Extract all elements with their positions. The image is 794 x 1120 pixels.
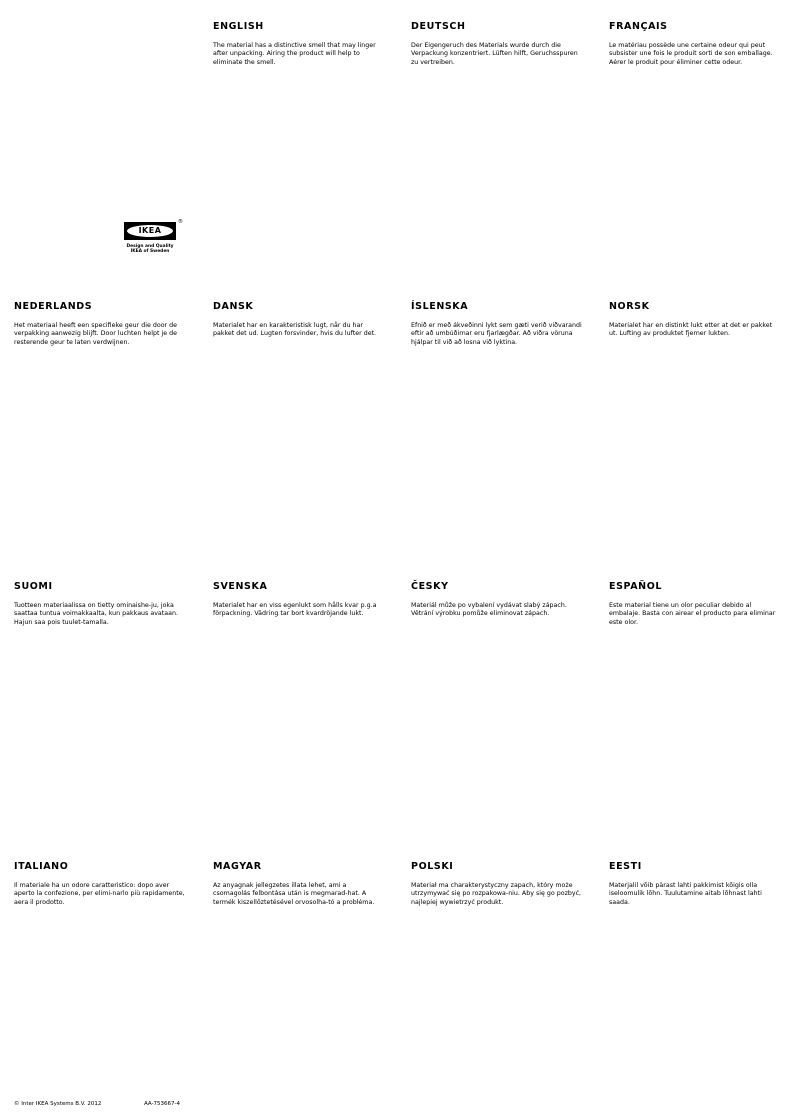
section-heading: EESTI: [609, 861, 642, 872]
section-english: [213, 21, 385, 67]
section-heading: FRANÇAIS: [609, 21, 668, 32]
section-magyar: [213, 861, 385, 907]
section-espanol: [609, 581, 781, 627]
section-heading: ENGLISH: [213, 21, 264, 32]
logo-caption: Design and Quality IKEA of Sweden: [126, 244, 174, 255]
section-text: Este material tiene un olor peculiar debido al embalaje. Basta con airear el producto para eliminar este olor.: [609, 602, 776, 626]
registered-icon: ®: [178, 219, 183, 225]
section-text: Il materiale ha un odore caratteristico: dopo aver aperto la confezione, per elimi-narlo più rapidamente, aera il prodotto.: [14, 882, 185, 906]
section-suomi: [14, 581, 186, 627]
section-text: The material has a distinctive smell that may linger after unpacking. Airing the product will help to eliminate the smell.: [213, 42, 376, 66]
section-italiano: [14, 861, 186, 907]
section-francais: [609, 21, 781, 67]
section-norsk: [609, 301, 781, 339]
section-text: Tuotteen materiaalissa on tietty ominaishe-ju, joka saattaa tuntua voimakkaalta, kun pakkaus avataan. Hajun saa pois tuulet-tamalla.: [14, 602, 178, 626]
section-heading: POLSKI: [411, 861, 454, 872]
section-heading: DEUTSCH: [411, 21, 466, 32]
section-text: Az anyagnak jellegzetes illata lehet, ami a csomagolás felbontása után is megmarad-hat. A termék kiszellőztetésével orvosolha-tó a probléma.: [213, 882, 375, 906]
section-text: Der Eigengeruch des Materials wurde durch die Verpackung konzentriert. Lüften hilft, Geruchsspuren zu vertreiben.: [411, 42, 578, 66]
section-heading: MAGYAR: [213, 861, 262, 872]
section-polski: [411, 861, 583, 907]
section-eesti: [609, 861, 781, 907]
section-text: Materjalil võib pärast lahti pakkimist kõigis olla iseloomulik lõhn. Tuulutamine aitab lõhnast lahti saada.: [609, 882, 762, 906]
section-svenska: [213, 581, 385, 619]
logo-mark: [124, 219, 183, 240]
section-heading: ESPAÑOL: [609, 581, 663, 592]
section-heading: ÍSLENSKA: [411, 301, 469, 312]
section-text: Materialet har en distinkt lukt etter at det er pakket ut. Lufting av produktet fjerner lukten.: [609, 322, 773, 338]
section-dansk: [213, 301, 385, 339]
section-heading: ITALIANO: [14, 861, 69, 872]
section-heading: NORSK: [609, 301, 650, 312]
section-islenska: [411, 301, 583, 347]
section-text: Le matériau possède une certaine odeur qui peut subsister une fois le produit sorti de son emballage. Aérer le produit pour éliminer cette odeur.: [609, 42, 773, 66]
section-text: Het materiaal heeft een specifieke geur die door de verpakking aanwezig blijft. Door luchten helpt je de resterende geur te laten verdwijnen.: [14, 322, 178, 346]
section-heading: SVENSKA: [213, 581, 268, 592]
section-cesky: [411, 581, 583, 619]
section-heading: SUOMI: [14, 581, 53, 592]
ikea-logo: [124, 219, 184, 255]
section-text: Materiał ma charakterystyczny zapach, który może utrzymywać się po rozpakowa-niu. Aby się go pozbyć, najlepiej wywietrzyć produkt.: [411, 882, 582, 906]
copyright-notice: © Inter IKEA Systems B.V. 2012: [14, 1101, 102, 1107]
section-heading: NEDERLANDS: [14, 301, 93, 312]
section-heading: ČESKY: [411, 581, 449, 592]
section-text: Materialet har en viss egenlukt som hålls kvar p.g.a förpackning. Vädring tar bort kvardröjande lukt.: [213, 602, 377, 618]
section-deutsch: [411, 21, 583, 67]
section-text: Materialet har en karakteristisk lugt, når du har pakket det ud. Lugten forsvinder, hvis du lufter det.: [213, 322, 377, 338]
section-text: Materiál může po vybalení vydávat slabý zápach. Větrání výrobku pomůže eliminovat zápach.: [411, 602, 567, 618]
section-heading: DANSK: [213, 301, 254, 312]
section-text: Efnið er með ákveðinni lykt sem gæti verið viðvarandi eftir að umbúðirnar eru fjarlægðar. Að viðra vöruna hjálpar til við að losna við lyktina.: [411, 322, 582, 346]
section-nederlands: [14, 301, 186, 347]
article-code: AA-753667-4: [144, 1101, 181, 1107]
logo-brand: IKEA: [138, 226, 162, 235]
